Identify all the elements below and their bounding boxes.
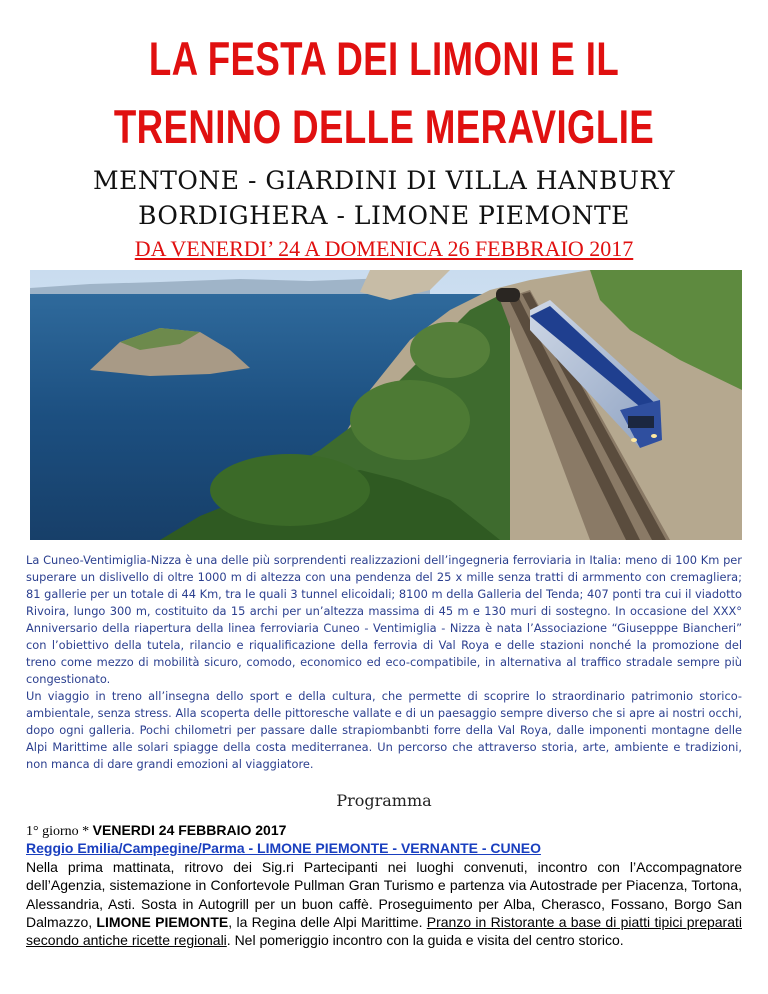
programma-heading: Programma	[336, 791, 432, 810]
subtitle-line2: BORDIGHERA - LIMONE PIEMONTE	[138, 201, 630, 230]
day1-text-b: , la Regina delle Alpi Marittime.	[228, 913, 427, 930]
day1-route: Reggio Emilia/Campegine/Parma - LIMONE PIEMONTE - VERNANTE - CUNEO	[26, 840, 541, 856]
main-title-line2: TRENINO DELLE MERAVIGLIE	[113, 100, 655, 153]
day1-text-bold: LIMONE PIEMONTE	[96, 913, 229, 930]
subtitle-line1: MENTONE - GIARDINI DI VILLA HANBURY	[93, 166, 675, 195]
train-coast-photo	[30, 270, 742, 540]
day1-heading	[26, 822, 286, 840]
day1-text-c: . Nel pomeriggio incontro con la guida e visita del centro storico.	[226, 932, 624, 949]
trip-dates: DA VENERDI’ 24 A DOMENICA 26 FEBBRAIO 2017	[134, 236, 634, 261]
day1-description	[26, 858, 742, 949]
day1-text-underline: Pranzo in Ristorante a base di piatti tipici preparati secondo antiche ricette regionali	[26, 913, 742, 949]
day1-text-a: Nella prima mattinata, ritrovo dei Sig.ri Partecipanti nei luoghi convenuti, incontro con l’Accompagnatore dell’Agenzia, sistemazione in Confortevole Pullman Gran Turismo e partenza via Autostrade per Piacenza, Tortona, Alessandria, Asti. Sosta in Autogrill per un buon caffè. Proseguimento per Alba, Cherasco, Fossano, Borgo San Dalmazzo,	[26, 859, 742, 930]
intro-text	[26, 552, 742, 773]
intro-paragraph-2: Un viaggio in treno all’insegna dello sport e della cultura, che permette di scoprire lo straordinario patrimonio storico-ambientale, senza stress. Alla scoperta delle pittoresche vallate e di un paesaggio sempre diverso che si apre ai nostri occhi, dopo ogni galleria. Pochi chilometri per passare dalle strapiombanbti forre della Val Roya, dalle imponenti montagne delle Alpi Marittime alle solari spiagge della costa mediterranea. Un percorso che attraverso storia, arte, ambiente e tradizioni, non manca di dare grandi emozioni al viaggiatore.	[26, 689, 742, 771]
day1-number: 1° giorno *	[26, 824, 93, 839]
main-title-line1: LA FESTA DEI LIMONI E IL	[148, 32, 620, 85]
day1-date: VENERDI 24 FEBBRAIO 2017	[92, 822, 287, 838]
intro-paragraph-1: La Cuneo-Ventimiglia-Nizza è una delle più sorprendenti realizzazioni dell’ingegneria ferroviaria in Italia: meno di 100 Km per superare un dislivello di oltre 1000 m di altezza con una pendenza del 25 x mille senza tratti di armmento con cremagliera; 81 gallerie per un totale di 44 Km, tra le quali 3 tunnel elicoidali; 8100 m della Galleria del Tenda; 407 ponti tra cui il viadotto Rivoira, lungo 300 m, costituito da 15 archi per un’altezza massima di 45 m e 130 muri di sostegno. In occasione del XXX° Anniversario della riapertura della linea ferroviaria Cuneo - Ventimiglia - Nizza è nata l’Associazione “Giusepppe Biancheri” con l’obiettivo della tutela, rilancio e riqualificazione della ferrovia di Val Roya e delle stazioni nonché la promozione del treno come mezzo di mobilità sicuro, comodo, economico ed eco-compatibile, in alternativa al traffico stradale sempre più congestionato.	[26, 553, 742, 686]
